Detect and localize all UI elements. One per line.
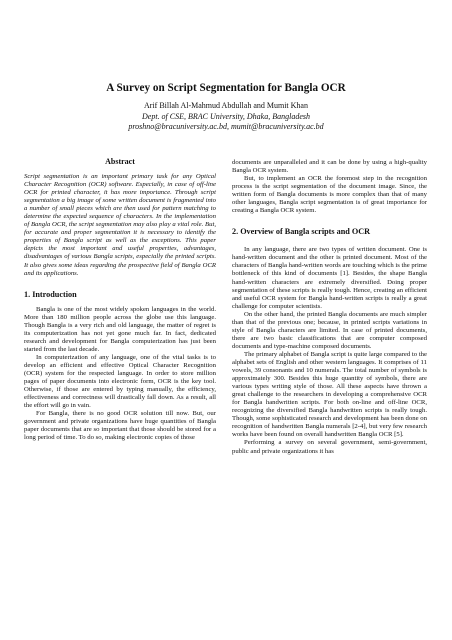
intro-paragraph-3: For Bangla, there is no good OCR solution till now. But, our government and private organizations have huge quantities of Bangla paper documents that are so important that those should be stored for a long period of time. To do so, making electronic copies of those [24,410,216,442]
intro-continuation-2: But, to implement an OCR the foremost step in the recognition process is the script segmentation of the document image. Since, the written form of Bangla documents is more complex than that of many other languages, Bangla script segmentation is of great importance for creating a Bangla OCR system. [232,175,427,215]
right-column [232,159,427,456]
section-2-paragraph-1: In any language, there are two types of written document. One is hand-written document and the other is printed document. Most of the characters of Bangla hand-written words are touching which is the prime bottleneck of this kind of documents [1]. Besides, the shape Bangla hand-written characters are extremely diversified. Doing proper segmentation of these scripts is really tough. Hence, creating an efficient and useful OCR system for Bangla hand-written scripts is really a great challenge for computer scientists. [232,246,427,310]
abstract-text: Script segmentation is an important primary task for any Optical Character Recognition (OCR) software. Especially, in case of off-line OCR for printed character, it has more importance. Through script segmentation a big image of some written document is fragmented into a number of small pieces which are then used for pattern matching to determine the expected sequence of characters. In the implementation of Bangla OCR, the script segmentation may also play a vital role. But, for accurate and proper segmentation it is necessary to identify the properties of Bangla script as well as the exceptions. This paper depicts the most important and useful properties, advantages, disadvantages of various Bangla scripts, especially the printed scripts. It also gives some ideas regarding the prospective field of Bangla OCR and its applications. [24,173,216,277]
left-column [24,157,216,442]
introduction-heading: 1. Introduction [24,289,77,299]
section-2-paragraph-2: On the other hand, the printed Bangla documents are much simpler than that of the previous one; because, in printed scripts variations in style of Bangla characters are limited. In case of printed documents, there are two basic classifications that are computer composed documents and type-machine composed documents. [232,310,427,350]
intro-paragraph-2: In computerization of any language, one of the vital tasks is to develop an efficient and effective Optical Character Recognition (OCR) system for the respected language. In order to store million pages of paper documents into electronic form, OCR is the key tool. Otherwise, if those are entered by typing manually, the efficiency, effectiveness and correctness will drastically fall down. As a result, all the effort will go in vain. [24,353,216,410]
section-2-paragraph-4: Performing a survey on several government, semi-government, public and private organizations it has [232,439,427,455]
intro-paragraph-1: Bangla is one of the most widely spoken languages in the world. More than 180 million people across the globe use this language. Though Bangla is a very rich and old language, the matter of regret is its computerization has not yet gone much far. In fact, dedicated research and development for Bangla computerization has just been started from the last decade. [24,305,216,353]
author-block [0,101,452,133]
section-2-paragraph-3: The primary alphabet of Bangla script is quite large compared to the alphabet sets of English and other western languages. It comprises of 11 vowels, 39 consonants and 10 numerals. The total number of symbols is approximately 300. Besides this huge quantity of symbols, there are various types writing style of those. All these aspects have thrown a great challenge to the researchers in developing a comprehensive OCR for Bangla handwritten scripts. For both on-line and off-line OCR, recognizing the diversified Bangla handwritten scripts is really tough. Though, some sophisticated research and development has been done on recognition of handwritten Bangla numerals [2-4], but very few research works have been found on overall handwritten Bangla OCR [5]. [232,350,427,439]
abstract-heading: Abstract [105,157,135,166]
author-names: Arif Billah Al-Mahmud Abdullah and Mumit Khan [144,101,308,110]
intro-continuation: documents are unparalleled and it can be done by using a high-quality Bangla OCR system. [232,159,427,175]
author-affiliation: Dept. of CSE, BRAC University, Dhaka, Bangladesh [142,111,310,121]
paper-title: A Survey on Script Segmentation for Bangla OCR [106,82,346,94]
section-2-heading: 2. Overview of Bangla scripts and OCR [232,227,371,237]
author-emails: proshno@bracuniversity.ac.bd, mumit@bracuniversity.ac.bd [128,122,324,131]
